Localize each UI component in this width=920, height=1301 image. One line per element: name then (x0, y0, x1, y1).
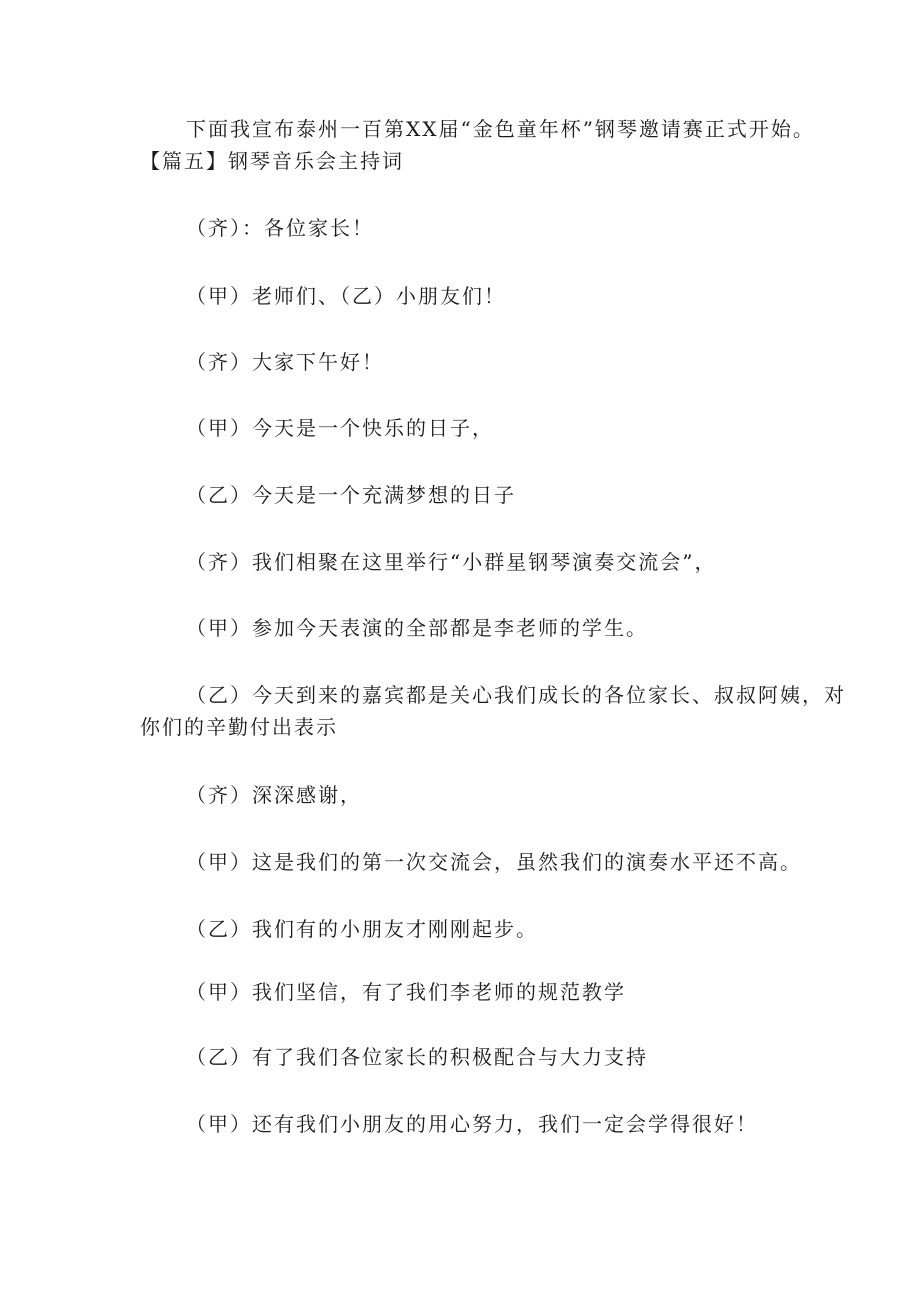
script-line: （齐）大家下午好！ (186, 350, 384, 374)
script-line-continuation: 你们的辛勤付出表示 (140, 715, 338, 739)
script-line: （乙）我们有的小朋友才刚刚起步。 (186, 917, 538, 941)
script-line: （甲）还有我们小朋友的用心努力，我们一定会学得很好！ (186, 1112, 758, 1136)
script-line: （乙）今天是一个充满梦想的日子 (186, 483, 516, 507)
script-line: （甲）参加今天表演的全部都是李老师的学生。 (186, 616, 648, 640)
script-line: （甲）这是我们的第一次交流会，虽然我们的演奏水平还不高。 (186, 850, 802, 874)
script-line: （甲）老师们、（乙）小朋友们！ (186, 284, 506, 308)
script-line: （乙）有了我们各位家长的积极配合与大力支持 (186, 1045, 648, 1069)
script-line: （齐）：各位家长！ (186, 216, 374, 240)
script-line: （齐）我们相聚在这里举行“小群星钢琴演奏交流会”， (186, 550, 717, 574)
section-heading: 【篇五】钢琴音乐会主持词 (140, 149, 404, 173)
script-line: （乙）今天到来的嘉宾都是关心我们成长的各位家长、叔叔阿姨，对 (186, 683, 846, 707)
script-line: （甲）今天是一个快乐的日子， (186, 416, 494, 440)
script-line: （甲）我们坚信，有了我们李老师的规范教学 (186, 980, 626, 1004)
announcement-line: 下面我宣布泰州一百第XX届“金色童年杯”钢琴邀请赛正式开始。 (186, 117, 815, 141)
script-line: （齐）深深感谢， (186, 783, 362, 807)
